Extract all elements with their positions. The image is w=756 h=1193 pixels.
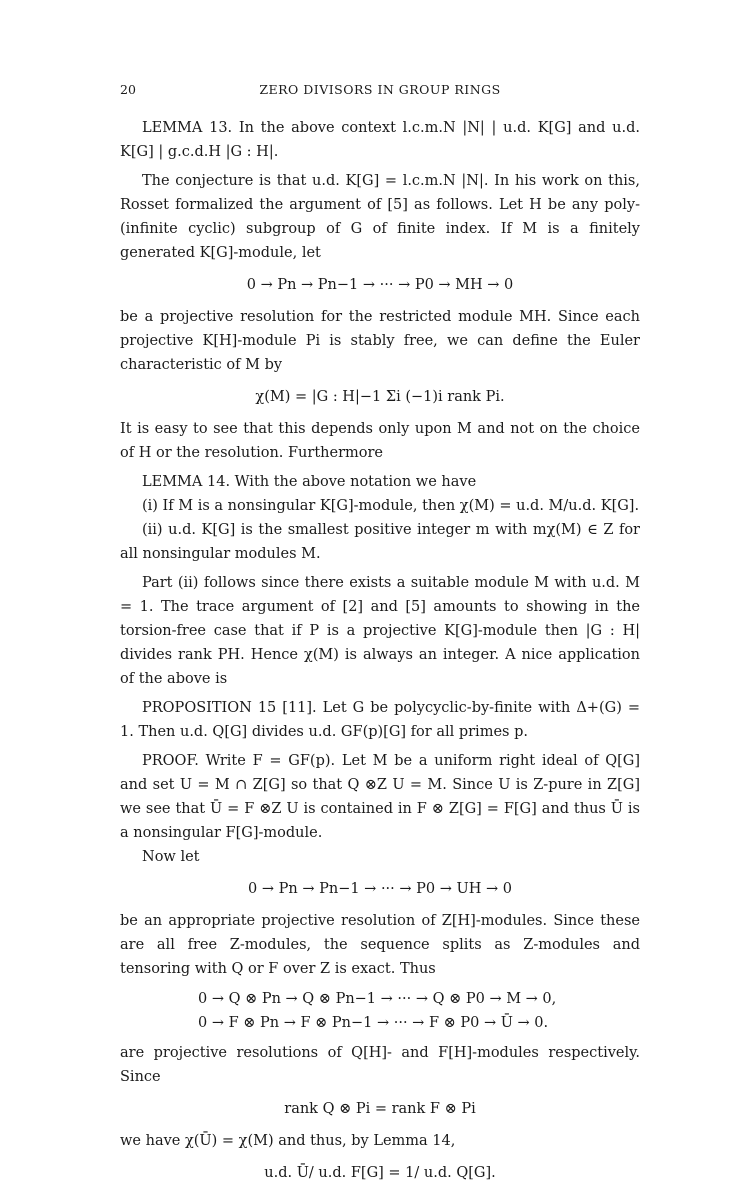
lemma-13: LEMMA 13. In the above context l.c.m.N |N| | u.d. K[G] and u.d. K[G] | g.c.d.H |G : H|.	[120, 120, 640, 160]
page-header	[120, 78, 640, 98]
page-number: 20	[120, 82, 136, 97]
lemma-14-part-ii: (ii) u.d. K[G] is the smallest positive integer m with mχ(M) ∈ Z for all nonsingular modules M.	[120, 522, 640, 562]
paragraph-chi-equality: we have χ(Ū) = χ(M) and thus, by Lemma 14,	[120, 1133, 456, 1149]
lemma-14-part-i: (i) If M is a nonsingular K[G]-module, then χ(M) = u.d. M/u.d. K[G].	[142, 498, 640, 514]
proof-paragraph: PROOF. Write F = GF(p). Let M be a uniform right ideal of Q[G] and set U = M ∩ Z[G] so that Q ⊗Z U = M. Since U is Z-pure in Z[G] we see that Ū = F ⊗Z U is contained in F ⊗ Z[G] = F[G] and thus Ū is a nonsingular F[G]-module.	[120, 753, 640, 841]
paragraph-independence: It is easy to see that this depends only upon M and not on the choice of H or the resolution. Furthermore	[120, 421, 640, 461]
paragraph-free-z-modules: be an appropriate projective resolution of Z[H]-modules. Since these are all free Z-modules, the sequence splits as Z-modules and tensoring with Q or F over Z is exact. Thus	[120, 913, 640, 977]
page-body	[120, 116, 640, 1193]
equation-resolution-m: 0 → Pn → Pn−1 → ··· → P0 → MH → 0	[246, 277, 514, 293]
equation-ud-ratio: u.d. Ū/ u.d. F[G] = 1/ u.d. Q[G].	[264, 1165, 496, 1181]
equation-tensor-f: 0 → F ⊗ Pn → F ⊗ Pn−1 → ··· → F ⊗ P0 → Ū → 0.	[198, 1015, 549, 1031]
equation-tensor-sequences	[120, 987, 640, 1035]
equation-resolution-u: 0 → Pn → Pn−1 → ··· → P0 → UH → 0	[248, 881, 512, 897]
equation-rank-equality: rank Q ⊗ Pi = rank F ⊗ Pi	[284, 1101, 476, 1117]
lemma-14: LEMMA 14. With the above notation we have	[142, 474, 477, 490]
paragraph-projective-resolution: be a projective resolution for the restricted module MH. Since each projective K[H]-module Pi is stably free, we can define the Euler characteristic of M by	[120, 309, 640, 373]
paragraph-now-let: Now let	[142, 849, 200, 865]
paragraph-projective-resolutions: are projective resolutions of Q[H]- and F[H]-modules respectively. Since	[120, 1045, 640, 1085]
paragraph-part-ii: Part (ii) follows since there exists a suitable module M with u.d. M = 1. The trace argument of [2] and [5] amounts to showing in the torsion-free case that if P is a projective K[G]-module then |G : H| divides rank PH. Hence χ(M) is always an integer. A nice application of the above is	[120, 575, 640, 687]
running-title: ZERO DIVISORS IN GROUP RINGS	[259, 82, 501, 97]
equation-tensor-q: 0 → Q ⊗ Pn → Q ⊗ Pn−1 → ··· → Q ⊗ P0 → M → 0,	[198, 991, 557, 1007]
proposition-15: PROPOSITION 15 [11]. Let G be polycyclic-by-finite with Δ+(G) = 1. Then u.d. Q[G] divides u.d. GF(p)[G] for all primes p.	[120, 700, 640, 740]
equation-euler-characteristic: χ(M) = |G : H|−1 Σi (−1)i rank Pi.	[255, 389, 505, 405]
paragraph-conjecture: The conjecture is that u.d. K[G] = l.c.m.N |N|. In his work on this, Rosset formalized the argument of [5] as follows. Let H be any poly-(infinite cyclic) subgroup of G of finite index. If M is a finitely generated K[G]-module, let	[120, 173, 640, 261]
